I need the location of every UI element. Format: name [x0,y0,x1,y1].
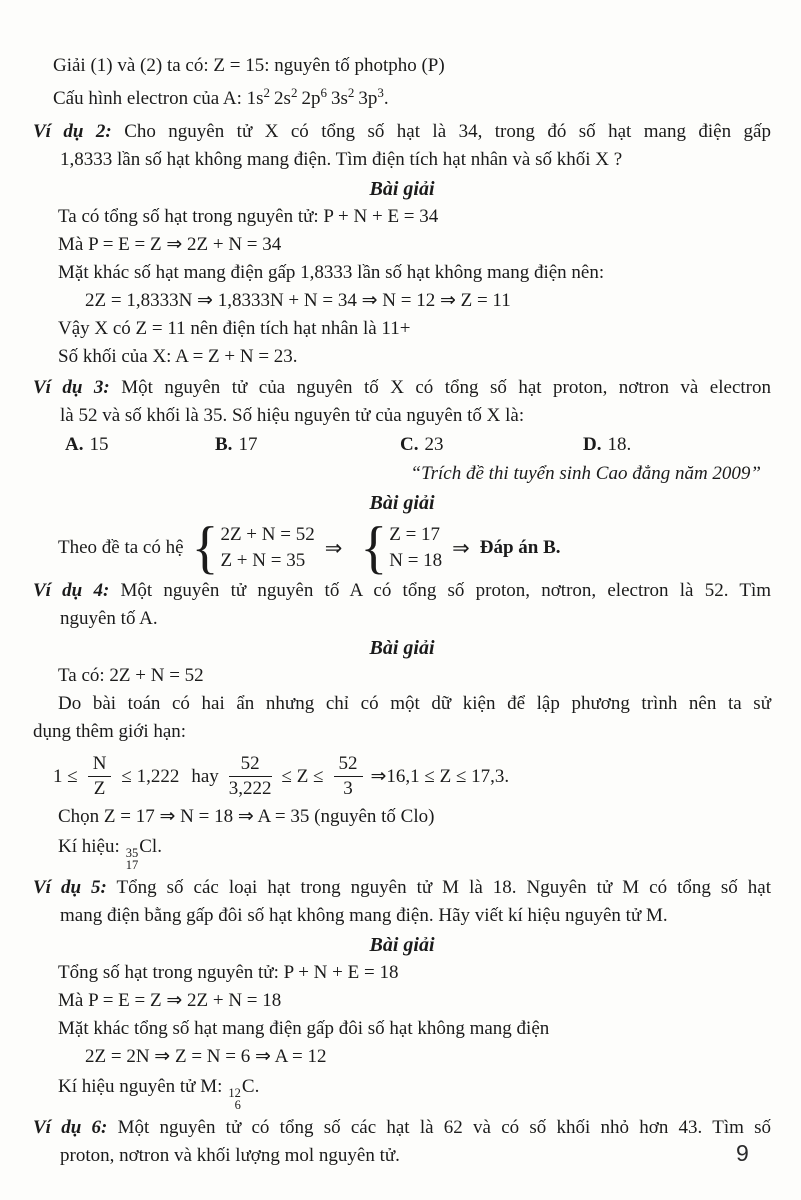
vd2-equation-line: 2Z = 1,8333N ⇒ 1,8333N + N = 34 ⇒ N = 12 ⇒ Z = 11 [85,290,511,311]
vd4-paragraph-line1: Do bài toán có hai ẩn nhưng chỉ có một dữ kiện để lập phương trình nên ta sử [58,693,771,714]
element-symbol: C [241,1076,255,1097]
answer-choices-row [33,431,771,459]
example-6-line1: Ví dụ 6: Một nguyên tử có tổng số các hạt là 62 và có số khối nhỏ hơn 43. Tìm số [33,1117,772,1138]
solution-heading: Bài giải [369,492,435,514]
solution-heading: Bài giải [369,637,435,659]
choice-c: C. 23 [400,434,444,455]
example-5-label: Ví dụ 5: [33,877,107,898]
nuclide-numbers: 12 6 [228,1086,241,1112]
example-3-label: Ví dụ 3: [33,377,110,398]
equation-system-2: { Z = 17 N = 18 [360,515,443,581]
exam-source-quote: “Trích đề thi tuyển sinh Cao đẳng năm 2009” [410,463,761,484]
example-2-line2: 1,8333 lần số hạt không mang điện. Tìm điện tích hạt nhân và số khối X ? [60,149,623,170]
solve-1-2-line: Giải (1) và (2) ta có: Z = 15: nguyên tố photpho (P) [53,55,445,76]
example-6-label: Ví dụ 6: [33,1117,108,1138]
example-3-line1: Ví dụ 3: Một nguyên tử của nguyên tố X có tổng số hạt proton, nơtron và electron [33,377,771,398]
vd4-reasoning-paragraph [33,690,771,746]
example-2 [33,118,771,174]
example-6 [33,1114,771,1170]
vd2-solution-line: Ta có tổng số hạt trong nguyên tử: P + N + E = 34 [58,206,439,227]
vd2-solution-line: Vậy X có Z = 11 nên điện tích hạt nhân là 11+ [58,318,411,339]
example-4-line2: nguyên tố A. [60,608,158,629]
inequality-line: 1 ≤ $\frac{N}{Z}$ ≤ 1,222 hay $\frac{52}{3,222}$ ≤ Z ≤ $\frac{52}{3}$ ⇒16,1 ≤ Z ≤ 17,3. [53,753,510,799]
vd2-solution-line: Số khối của X: A = Z + N = 23. [58,346,298,367]
equation-system-1: { 2Z + N = 52 Z + N = 35 [191,515,315,581]
choice-d: D. 18. [583,434,632,455]
vd5-solution-line: Mà P = E = Z ⇒ 2Z + N = 18 [58,990,282,1011]
equation-system-line [33,515,771,581]
example-3 [33,374,771,430]
orbital-term: $3p^3$ [358,85,384,109]
example-5-line2: mang điện bằng gấp đôi số hạt không mang điện. Hãy viết kí hiệu nguyên tử M. [60,905,668,926]
example-2-label: Ví dụ 2: [33,121,112,142]
example-2-line1: Ví dụ 2: Cho nguyên tử X có tổng số hạt là 34, trong đó số hạt mang điện gấp [33,121,771,142]
vd2-solution-line: Mặt khác số hạt mang điện gấp 1,8333 lần số hạt không mang điện nên: [58,262,605,283]
fraction-n-over-z: $\frac{N}{Z}$ [88,753,112,800]
electron-config-suffix: . [383,88,389,109]
vd5-equation-line: 2Z = 2N ⇒ Z = N = 6 ⇒ A = 12 [85,1046,327,1067]
element-symbol: Cl [139,836,158,857]
electron-config-prefix: Cấu hình electron của A: [53,88,242,109]
orbital-term: $3s^2$ [330,85,355,109]
implies-arrow: ⇒ [324,536,343,560]
orbital-term: $2s^2$ [274,85,298,109]
fraction-52-over-3: $\frac{52}{3}$ [334,753,363,800]
page-content [33,52,771,1170]
system-prefix: Theo đề ta có hệ [58,537,184,558]
solution-heading: Bài giải [369,934,435,956]
vd4-paragraph-line2: dụng thêm giới hạn: [33,721,187,742]
example-5-line1: Ví dụ 5: Tổng số các loại hạt trong nguyên tử M là 18. Nguyên tử M có tổng số hạt [33,877,771,898]
nuclide-numbers: 35 17 [125,846,139,872]
vd2-solution-line: Mà P = E = Z ⇒ 2Z + N = 34 [58,234,282,255]
answer-conclusion: Đáp án B. [479,537,561,558]
choice-a: A. 15 [65,434,109,455]
example-4-line1: Ví dụ 4: Một nguyên tử nguyên tố A có tổng số proton, nơtron, electron là 52. Tìm [33,580,771,601]
vd5-solution-line: Tổng số hạt trong nguyên tử: P + N + E = 18 [58,962,399,983]
solution-heading: Bài giải [369,178,435,200]
electron-config-line [33,84,771,115]
vd4-solution-line: Ta có: 2Z + N = 52 [58,665,204,686]
example-4 [33,577,771,633]
example-3-line2: là 52 và số khối là 35. Số hiệu nguyên tử của nguyên tố X là: [60,405,525,426]
implies-arrow: ⇒ [452,536,470,560]
vd5-solution-line: Mặt khác tổng số hạt mang điện gấp đôi số hạt không mang điện [58,1018,550,1039]
vd4-choose-line: Chọn Z = 17 ⇒ N = 18 ⇒ A = 35 (nguyên tố Clo) [58,806,435,827]
example-6-line2: proton, nơtron và khối lượng mol nguyên tử. [60,1145,400,1166]
vd4-nuclide-line: Kí hiệu: 35 17 Cl. [58,836,162,872]
vd5-nuclide-line: Kí hiệu nguyên tử M: 12 6 C. [58,1076,260,1112]
page-number: 9 [736,1140,749,1166]
fraction-52-over-3222: $\frac{52}{3,222}$ [228,753,272,799]
orbital-term: $1s^2$ [246,85,271,109]
orbital-term: $2p^6$ [301,85,327,109]
choice-b: B. 17 [215,434,258,455]
example-5 [33,874,771,930]
left-brace-glyph: { [191,515,219,581]
example-4-label: Ví dụ 4: [33,580,110,601]
left-brace-glyph: { [360,515,388,581]
